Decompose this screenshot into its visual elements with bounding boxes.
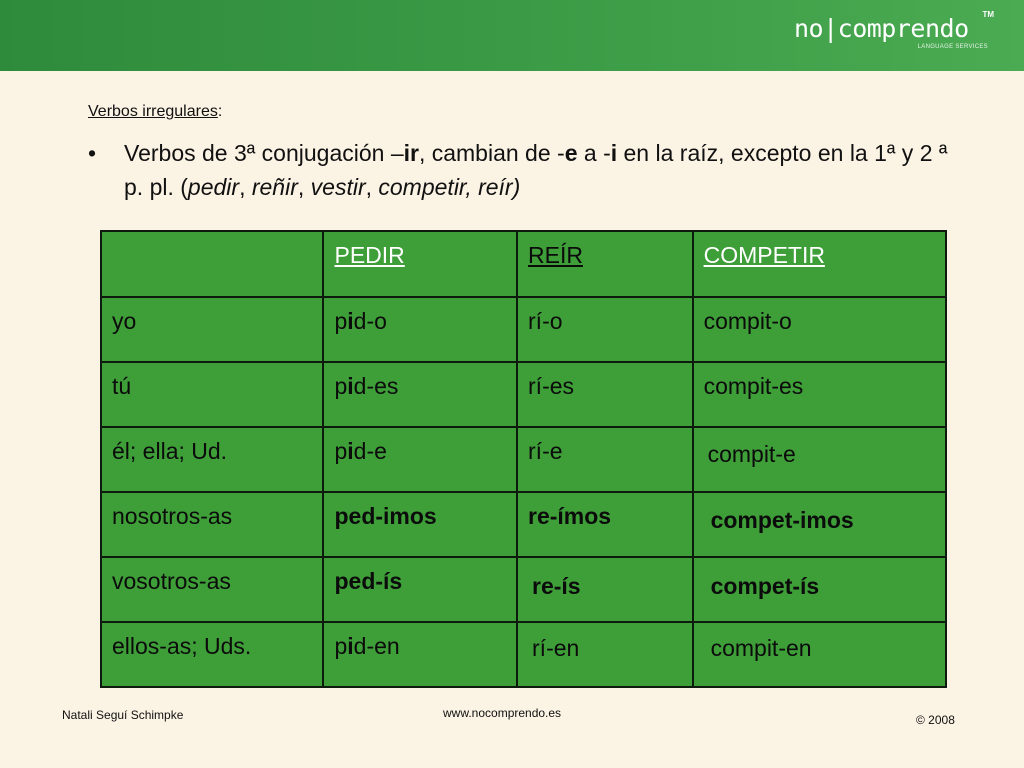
- table-header-row: [101, 231, 946, 297]
- header-competir: [693, 231, 946, 297]
- competir-value: compit-en: [710, 635, 812, 661]
- pronoun-cell: vosotros-as: [101, 557, 323, 622]
- reir-cell: rí-o: [517, 297, 693, 362]
- stem-p: p: [334, 633, 348, 659]
- stem-i-bold: i: [347, 633, 354, 659]
- reir-value: rí-en: [532, 635, 580, 661]
- stem-rest: d-e: [353, 438, 387, 464]
- verb-vestir: vestir: [310, 174, 366, 200]
- competir-cell: [693, 622, 946, 687]
- stem-i-bold: i: [347, 438, 354, 464]
- pronoun-cell: él; ella; Ud.: [101, 427, 323, 492]
- stem-p: p: [334, 308, 348, 334]
- reir-cell: [517, 557, 693, 622]
- conjugation-table: [100, 230, 947, 688]
- reir-cell: rí-e: [517, 427, 693, 492]
- reir-cell: rí-es: [517, 362, 693, 427]
- verb-competir-reir: competir, reír): [378, 174, 521, 200]
- stem-i-bold: i: [347, 373, 354, 399]
- competir-cell: [693, 557, 946, 622]
- table-row: [101, 557, 946, 622]
- header-competir-label: COMPETIR: [703, 242, 825, 268]
- logo-subtitle: LANGUAGE SERVICES: [917, 44, 988, 50]
- pedir-cell: [323, 622, 517, 687]
- table-row: [101, 622, 946, 687]
- table-row: [101, 362, 946, 427]
- table-row: [101, 297, 946, 362]
- reir-cell: [517, 622, 693, 687]
- bullet-segment: , cambian de -: [418, 140, 565, 166]
- reir-value: re-ís: [532, 573, 581, 599]
- footer-author: Natali Seguí Schimpke: [62, 708, 184, 722]
- verb-renir: reñir: [251, 174, 298, 200]
- bullet-segment: ,: [365, 174, 379, 200]
- pedir-cell: ped-ís: [323, 557, 517, 622]
- pedir-cell: [323, 297, 517, 362]
- header-reir-label: REÍR: [528, 242, 583, 268]
- reir-cell: re-ímos: [517, 492, 693, 557]
- header-reir: [517, 231, 693, 297]
- competir-cell: [693, 427, 946, 492]
- logo-trademark: TM: [982, 10, 994, 19]
- stem-rest: d-o: [353, 308, 387, 334]
- bullet-text: [124, 136, 948, 204]
- stem-rest: d-en: [353, 633, 400, 659]
- stem-p: p: [334, 373, 348, 399]
- stem-p: p: [334, 438, 348, 464]
- bullet-segment: en la raíz, excepto en la 1ª y 2 ª p. pl. (: [124, 140, 948, 200]
- competir-cell: compit-es: [693, 362, 946, 427]
- nocomprendo-logo: [794, 10, 994, 58]
- verb-pedir: pedir: [187, 174, 240, 200]
- header-pedir-label: PEDIR: [334, 242, 405, 268]
- table-row: [101, 492, 946, 557]
- bullet-bold-i: i: [610, 140, 618, 166]
- footer-url[interactable]: www.nocomprendo.es: [443, 706, 562, 720]
- stem-rest: d-es: [353, 373, 399, 399]
- pronoun-cell: ellos-as; Uds.: [101, 622, 323, 687]
- competir-cell: [693, 492, 946, 557]
- header-banner: [0, 0, 1024, 71]
- header-pedir: [323, 231, 517, 297]
- logo-text: no|comprendo: [794, 14, 969, 43]
- table-row: [101, 427, 946, 492]
- header-empty: [101, 231, 323, 297]
- footer-copyright: © 2008: [916, 713, 955, 727]
- rule-bullet: [88, 136, 948, 204]
- pedir-cell: [323, 362, 517, 427]
- pronoun-cell: tú: [101, 362, 323, 427]
- heading-text: Verbos irregulares: [88, 103, 218, 120]
- competir-cell: compit-o: [693, 297, 946, 362]
- pedir-cell: [323, 427, 517, 492]
- pedir-cell: ped-imos: [323, 492, 517, 557]
- bullet-bold-ir: ir: [403, 140, 419, 166]
- bullet-segment: ,: [297, 174, 311, 200]
- competir-value: compet-imos: [710, 507, 854, 533]
- pronoun-cell: nosotros-as: [101, 492, 323, 557]
- bullet-bold-e: e: [564, 140, 578, 166]
- stem-i-bold: i: [347, 308, 354, 334]
- pronoun-cell: yo: [101, 297, 323, 362]
- bullet-segment: Verbos de 3ª conjugación –: [124, 140, 404, 166]
- bullet-segment: a -: [577, 140, 611, 166]
- competir-value: compit-e: [707, 441, 796, 467]
- heading-colon: :: [217, 103, 223, 120]
- bullet-segment: ,: [239, 174, 252, 200]
- competir-value: compet-ís: [710, 573, 820, 599]
- bullet-marker: •: [88, 140, 97, 166]
- section-heading: [88, 103, 222, 121]
